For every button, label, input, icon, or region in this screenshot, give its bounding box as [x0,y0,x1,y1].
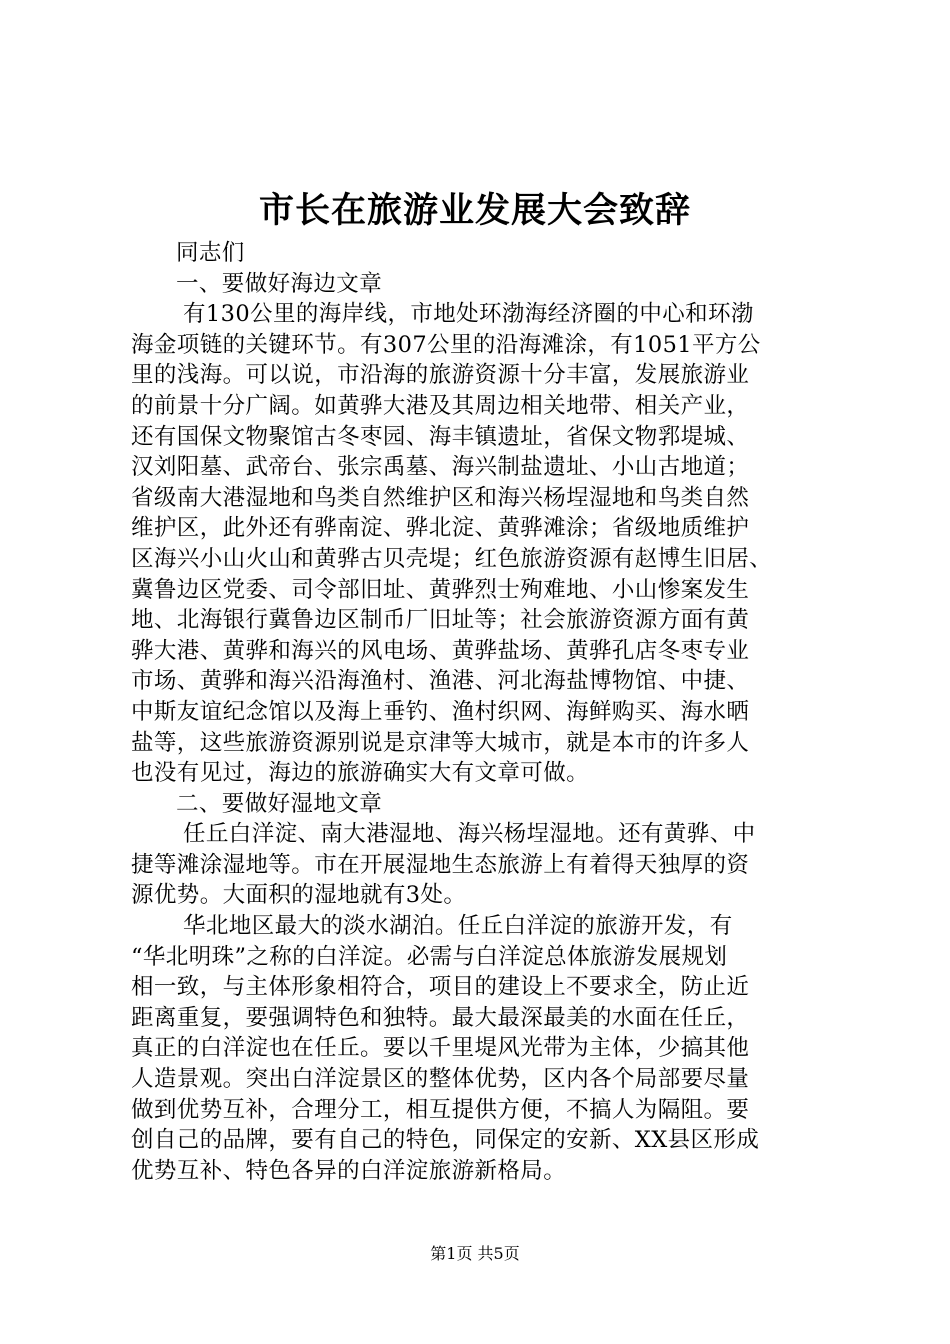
text-line: 相一致，与主体形象相符合，项目的建设上不要求全，防止近 [131,974,750,1001]
text-line: 还有国保文物聚馆古冬枣园、海丰镇遗址，省保文物郛堤城、 [131,423,750,450]
text-line: 华北地区最大的淡水湖泊。任丘白洋淀的旅游开发，有 [183,913,733,940]
text-line: 真正的白洋淀也在任丘。要以千里堤风光带为主体，少搞其他 [131,1035,750,1062]
text-line: 有130公里的海岸线，市地处环渤海经济圈的中心和环渤 [183,301,754,328]
text-line: 也没有见过，海边的旅游确实大有文章可做。 [131,760,590,787]
page-footer: 第1页 共5页 [430,1244,520,1263]
text-line: 市场、黄骅和海兴沿海渔村、渔港、河北海盐博物馆、中捷、 [131,668,750,695]
text-line: 创自己的品牌，要有自己的特色，同保定的安新、XX县区形成 [131,1127,760,1154]
text-line: 捷等滩涂湿地等。市在开展湿地生态旅游上有着得天独厚的资 [131,851,750,878]
text-line: 维护区，此外还有骅南淀、骅北淀、黄骅滩涂；省级地质维护 [131,515,750,542]
text-line: 地、北海银行冀鲁边区制币厂旧址等；社会旅游资源方面有黄 [131,607,750,634]
text-line: 省级南大港湿地和鸟类自然维护区和海兴杨埕湿地和鸟类自然 [131,484,750,511]
text-line: 同志们 [176,240,245,266]
text-line: 任丘白洋淀、南大港湿地、海兴杨埕湿地。还有黄骅、中 [183,821,756,848]
text-line: 里的浅海。可以说，市沿海的旅游资源十分丰富，发展旅游业 [131,362,750,389]
text-line: 的前景十分广阔。如黄骅大港及其周边相关地带、相关产业， [131,392,750,419]
text-line: 冀鲁边区党委、司令部旧址、黄骅烈士殉难地、小山惨案发生 [131,576,750,603]
text-line: 优势互补、特色各异的白洋淀旅游新格局。 [131,1157,567,1184]
text-line: 二、要做好湿地文章 [176,790,383,817]
text-line: 区海兴小山火山和黄骅古贝壳堤；红色旅游资源有赵博生旧居、 [131,545,773,572]
text-line: 做到优势互补，合理分工，相互提供方便，不搞人为隔阻。要 [131,1096,750,1123]
text-line: 距离重复，要强调特色和独特。最大最深最美的水面在任丘， [131,1004,750,1031]
text-line: 骅大港、黄骅和海兴的风电场、黄骅盐场、黄骅孔店冬枣专业 [131,637,750,664]
page-title: 市长在旅游业发展大会致辞 [258,190,691,231]
text-line: 一、要做好海边文章 [176,270,383,297]
text-line: 中斯友谊纪念馆以及海上垂钓、渔村织网、海鲜购买、海水晒 [131,698,750,725]
text-line: 盐等，这些旅游资源别说是京津等大城市，就是本市的许多人 [131,729,750,756]
text-line: “华北明珠”之称的白洋淀。必需与白洋淀总体旅游发展规划 [131,943,728,970]
text-line: 源优势。大面积的湿地就有3处。 [131,882,467,909]
text-line: 海金项链的关键环节。有307公里的沿海滩涂，有1051平方公 [131,331,761,358]
text-line: 人造景观。突出白洋淀景区的整体优势，区内各个局部要尽量 [131,1066,750,1093]
document-body [131,238,851,1186]
text-line: 汉刘阳墓、武帝台、张宗禹墓、海兴制盐遗址、小山古地道； [131,454,750,481]
